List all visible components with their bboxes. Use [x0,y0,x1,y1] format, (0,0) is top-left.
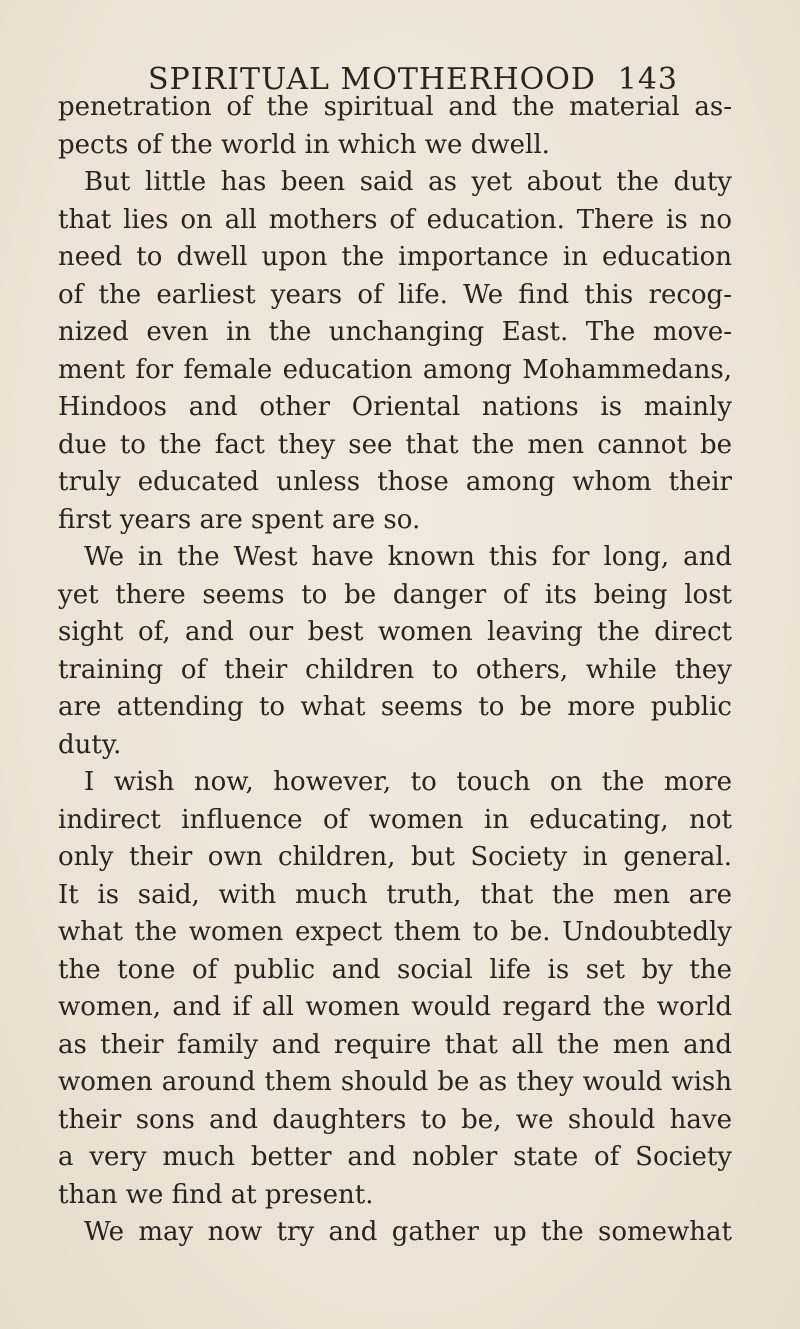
text-line: duty. [58,729,122,760]
text-line: only their own children, but Society in general. [58,842,732,872]
text-line: due to the fact they see that the men cannot be [58,429,732,460]
running-title: SPIRITUAL MOTHERHOOD [148,62,596,97]
text-line: the tone of public and social life is set by the [58,954,732,985]
text-line: yet there seems to be danger of its being lost [58,579,732,610]
text-line: pects of the world in which we dwell. [58,129,550,160]
text-line: a very much better and nobler state of Society [58,1142,732,1172]
text-line: We in the West have known this for long, and [84,542,732,572]
text-line: training of their children to others, while they [58,654,732,685]
text-line: It is said, with much truth, that the men are [58,879,732,910]
text-line: Hindoos and other Oriental nations is mainly [58,392,732,422]
text-line: I wish now, however, to touch on the more [84,767,732,797]
text-line: truly educated unless those among whom their [58,467,732,497]
text-line: of the earliest years of life. We find this recog- [58,279,732,310]
text-line: first years are spent are so. [58,504,421,535]
text-line: women around them should be as they would wish [58,1067,732,1097]
text-line: ment for female education among Mohammedans, [58,354,732,385]
text-line: indirect influence of women in educating, not [58,804,732,835]
text-line: But little has been said as yet about the duty [84,167,732,197]
text-line: sight of, and our best women leaving the direct [58,617,732,647]
text-line: than we find at present. [58,1179,374,1210]
page-number: 143 [617,62,678,97]
text-line: women, and if all women would regard the world [58,992,732,1022]
text-line: penetration of the spiritual and the material as- [58,92,732,122]
text-line: that lies on all mothers of education. There is no [58,204,732,235]
text-line: what the women expect them to be. Undoubtedly [58,917,732,947]
text-line: need to dwell upon the importance in education [58,242,732,272]
text-line: as their family and require that all the men and [58,1029,732,1060]
text-line: are attending to what seems to be more public [58,692,732,722]
text-line: nized even in the unchanging East. The move- [58,317,732,347]
text-line: their sons and daughters to be, we should have [58,1104,732,1135]
body-text [58,89,732,1252]
text-line: We may now try and gather up the somewhat [84,1217,732,1247]
